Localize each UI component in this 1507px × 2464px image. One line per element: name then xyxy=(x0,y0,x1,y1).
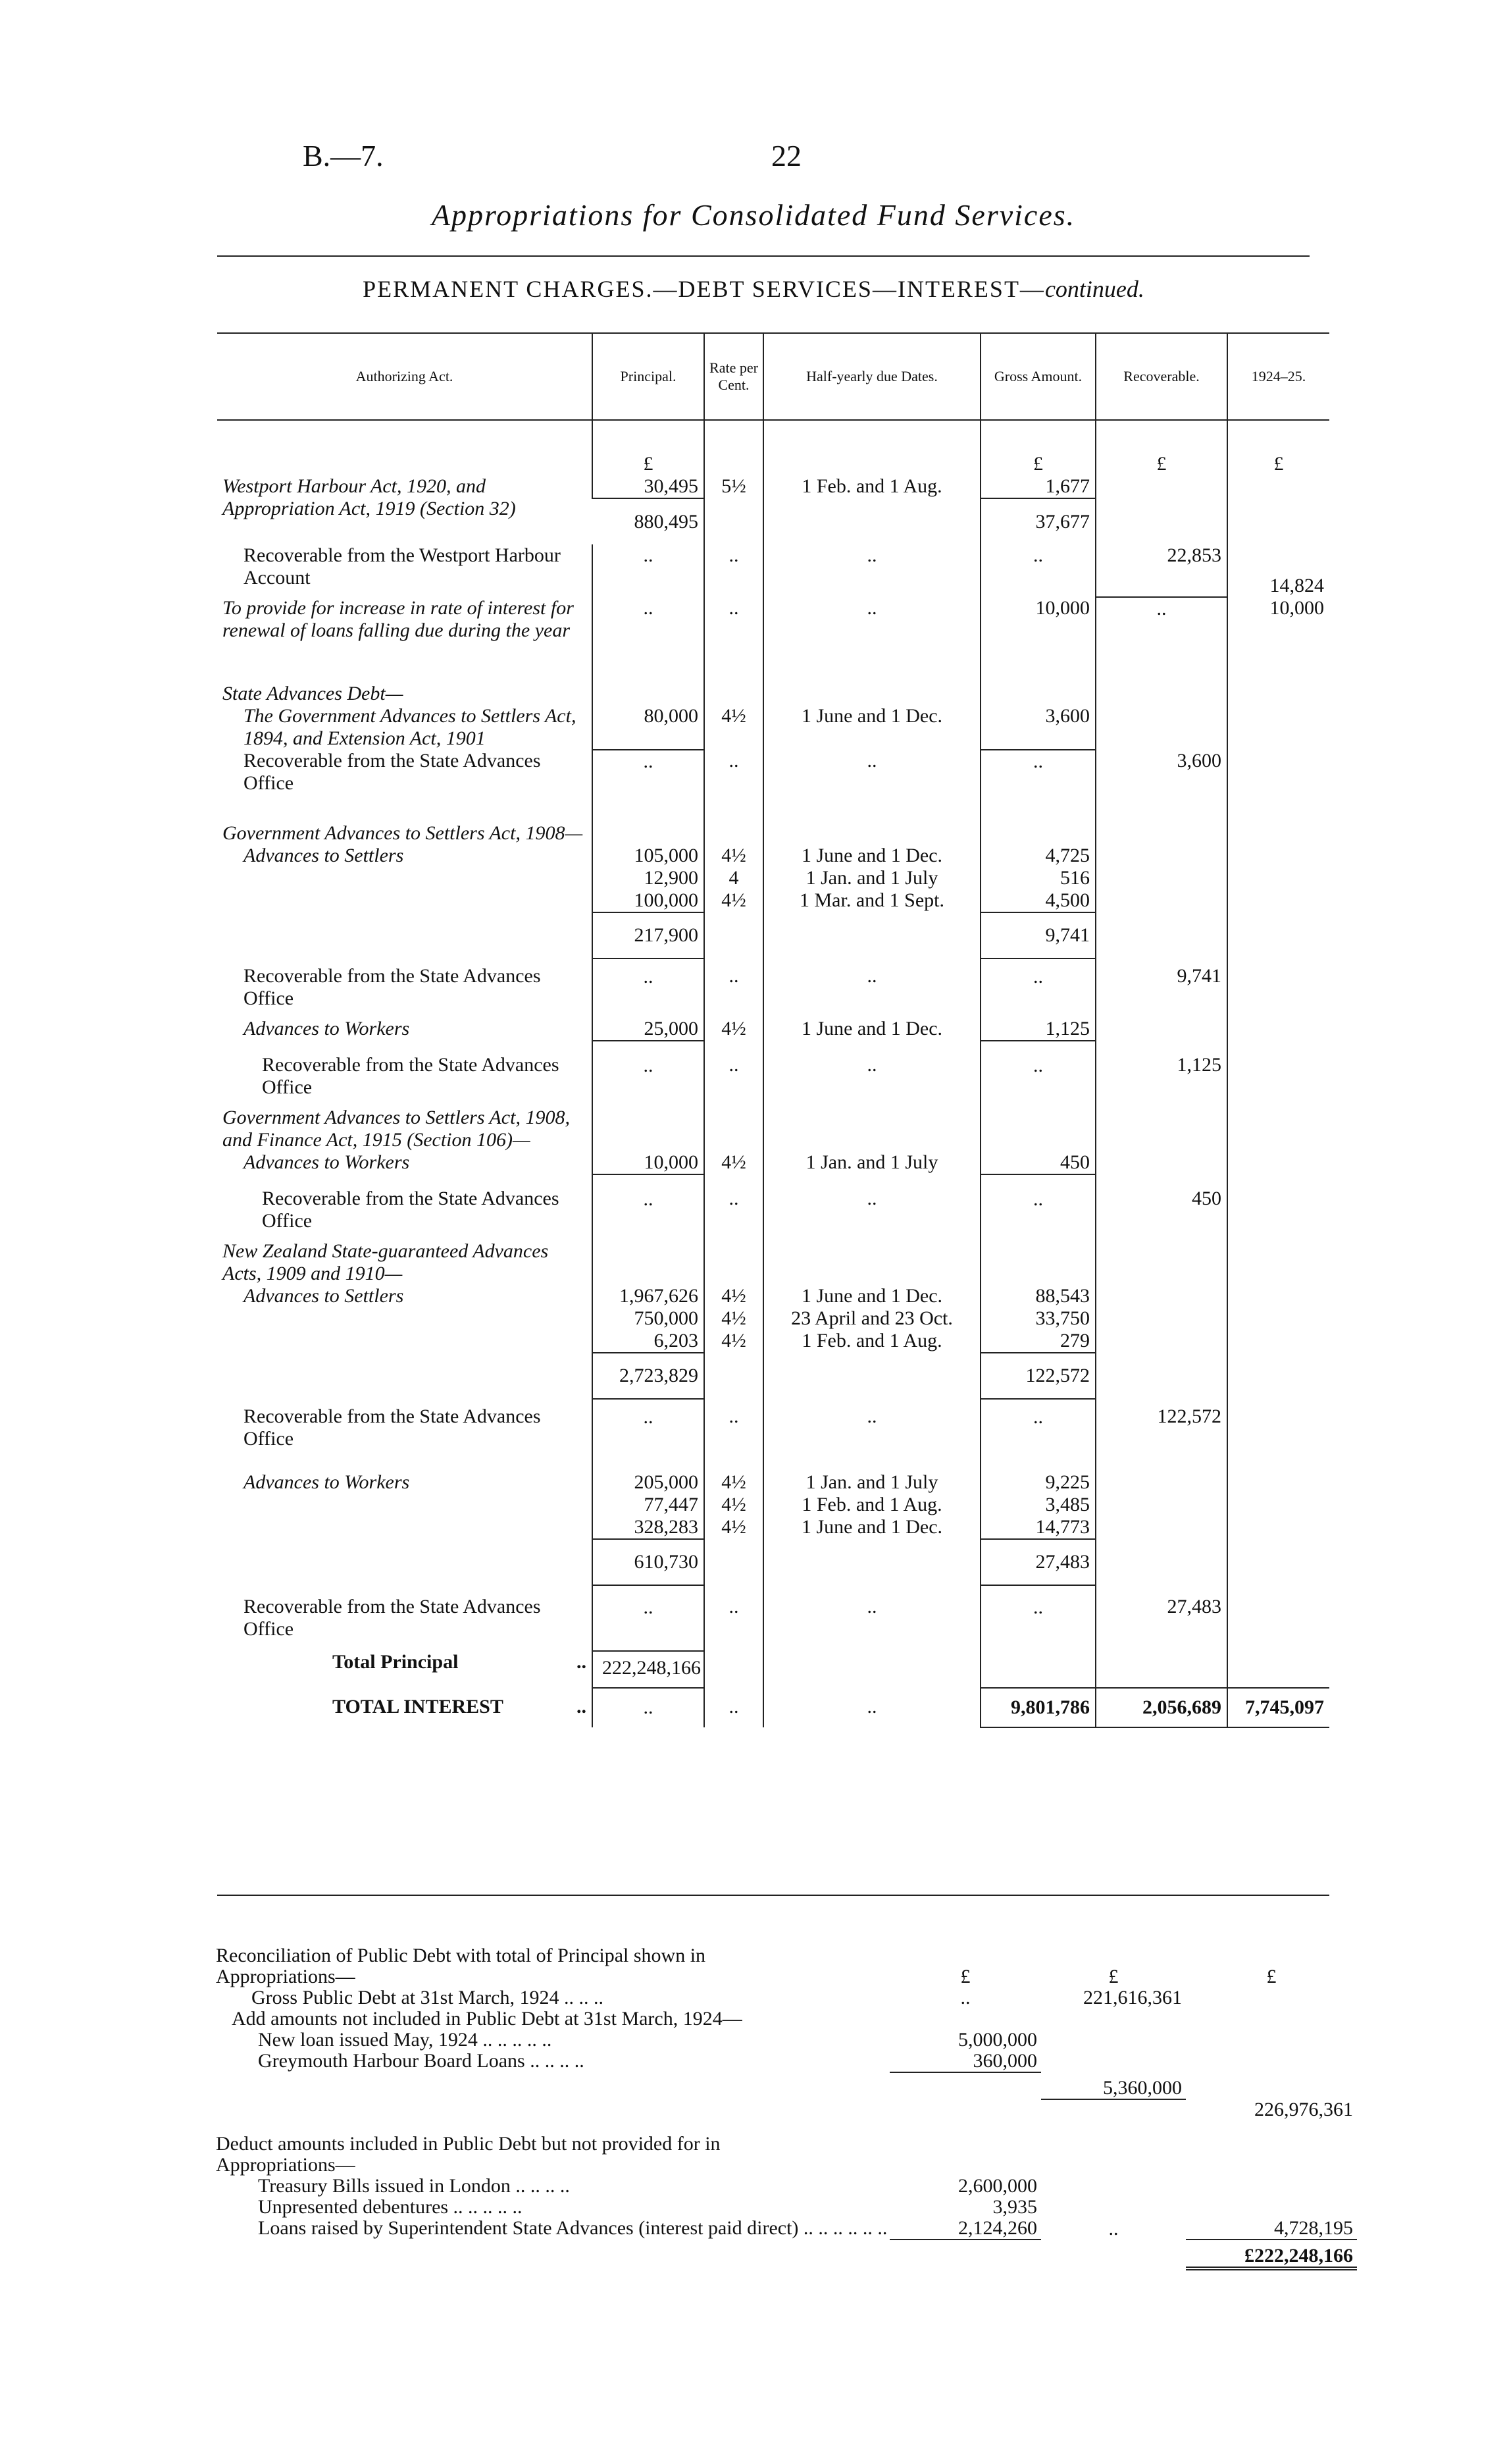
table-header-row xyxy=(217,333,1329,420)
sub-heading: Advances to Workers xyxy=(243,1151,410,1173)
add-heading: Add amounts not included in Public Debt at 31st March, 1924— xyxy=(232,2008,742,2030)
gross-cell: 516 xyxy=(981,867,1096,889)
principal-cell: .. xyxy=(592,1399,704,1471)
dates-cell: 1 Mar. and 1 Sept. xyxy=(763,889,981,912)
dates-cell: 1 Jan. and 1 July xyxy=(763,1471,981,1494)
gross-debt-label: Gross Public Debt at 31st March, 1924 .. .. .. xyxy=(251,1987,603,2008)
dates-cell: .. xyxy=(763,1041,981,1107)
rate-cell: .. xyxy=(704,750,763,822)
sub-heading: Advances to Settlers xyxy=(243,1285,404,1307)
table-row xyxy=(217,912,1329,958)
gross-cell: 279 xyxy=(981,1330,1096,1353)
principal-cell: 12,900 xyxy=(592,867,704,889)
principal-total: 880,495 xyxy=(634,510,698,533)
deduct-item-value: 3,935 xyxy=(992,2196,1037,2218)
principal-cell: 105,000 xyxy=(592,845,704,867)
principal-cell: 100,000 xyxy=(592,889,704,912)
table-row xyxy=(217,453,1329,475)
act-name: Recoverable from the Westport Harbour Account xyxy=(243,544,561,589)
section-heading: New Zealand State-guaranteed Advances Acts, 1909 and 1910— xyxy=(222,1240,549,1284)
rate-cell: .. xyxy=(704,1041,763,1107)
leader-dots: .. xyxy=(576,1651,586,1673)
dates-cell: 1 June and 1 Dec. xyxy=(763,1285,981,1307)
table-row xyxy=(217,1585,1329,1651)
total-principal-label xyxy=(217,1651,592,1688)
dates-cell: 1 Jan. and 1 July xyxy=(763,867,981,889)
dates-cell: 1 June and 1 Dec. xyxy=(763,1516,981,1539)
table-row xyxy=(217,1018,1329,1041)
rate-cell: 4 xyxy=(704,867,763,889)
total-principal-row xyxy=(217,1651,1329,1688)
rate-cell: 4½ xyxy=(704,1516,763,1539)
principal-total: 217,900 xyxy=(592,912,704,958)
gross-cell: .. xyxy=(981,750,1096,822)
table-row xyxy=(217,750,1329,822)
currency-symbol: £ xyxy=(1108,1966,1119,1987)
rate-cell: 4½ xyxy=(704,1330,763,1353)
dates-cell: 1 Jan. and 1 July xyxy=(763,1151,981,1174)
rate-cell: 4½ xyxy=(704,1018,763,1041)
currency-symbol: £ xyxy=(592,453,704,475)
rec-row xyxy=(212,2030,1357,2051)
reconciliation-table xyxy=(212,1945,1357,2270)
year-cell: 10,000 xyxy=(1227,597,1329,683)
rate-cell: 4½ xyxy=(704,1494,763,1516)
recoverable-cell: .. xyxy=(1096,597,1227,683)
gross-cell: .. xyxy=(981,544,1096,597)
rec-row xyxy=(212,2072,1357,2099)
appropriations-table xyxy=(217,332,1329,1728)
recoverable-cell: 9,741 xyxy=(1096,958,1227,1018)
rate-cell: 4½ xyxy=(704,1151,763,1174)
document-code: B.—7. xyxy=(303,139,384,172)
table-row xyxy=(217,958,1329,1018)
table-row xyxy=(217,1041,1329,1107)
table-row xyxy=(217,597,1329,683)
dates-cell: 1 Feb. and 1 Aug. xyxy=(763,1494,981,1516)
leader-dots: .. xyxy=(576,1696,586,1717)
rec-row xyxy=(212,2008,1357,2030)
gross-cell: 4,725 xyxy=(981,845,1096,867)
col-rate: Rate per Cent. xyxy=(704,333,763,420)
dates-cell: 23 April and 23 Oct. xyxy=(763,1307,981,1330)
rate-cell: 4½ xyxy=(704,1285,763,1307)
rate-cell: 4½ xyxy=(704,889,763,912)
gross-cell: .. xyxy=(981,1399,1096,1471)
dates-cell: .. xyxy=(763,597,981,683)
currency-symbol: £ xyxy=(1096,453,1227,475)
table-row xyxy=(217,1516,1329,1539)
add-total-value: 5,360,000 xyxy=(1041,2072,1186,2099)
table-row xyxy=(217,1471,1329,1494)
deduct-item-label: Unpresented debentures .. .. .. .. .. xyxy=(258,2196,523,2218)
recoverable-cell: 3,600 xyxy=(1096,750,1227,822)
section-heading: Government Advances to Settlers Act, 1908, and Finance Act, 1915 (Section 106)— xyxy=(222,1107,570,1151)
rate-cell: .. xyxy=(704,1399,763,1471)
dates-cell: .. xyxy=(763,1174,981,1240)
rec-row xyxy=(212,2197,1357,2218)
total-interest-label xyxy=(217,1688,592,1727)
total-principal-value: 222,248,166 xyxy=(592,1651,704,1688)
table-row xyxy=(217,1151,1329,1174)
gross-cell: 1,125 xyxy=(981,1018,1096,1041)
principal-cell: 25,000 xyxy=(592,1018,704,1041)
recoverable-cell: 1,125 xyxy=(1096,1041,1227,1107)
leader-dots: .. xyxy=(960,1987,971,2008)
rec-row xyxy=(212,1987,1357,2008)
gross-cell: 88,543 xyxy=(981,1285,1096,1307)
subtotal-value: 226,976,361 xyxy=(1254,2099,1353,2120)
table-row xyxy=(217,867,1329,889)
table-row xyxy=(217,705,1329,750)
add-item-value: 360,000 xyxy=(890,2051,1041,2072)
col-recoverable: Recoverable. xyxy=(1096,333,1227,420)
section-subtitle xyxy=(0,275,1507,303)
deduct-heading: Deduct amounts included in Public Debt but not provided for in Appropriations— xyxy=(216,2133,721,2176)
gross-cell: .. xyxy=(981,1585,1096,1651)
rec-row xyxy=(212,2240,1357,2268)
act-name: The Government Advances to Settlers Act, 1894, and Extension Act, 1901 xyxy=(243,705,576,749)
rec-row xyxy=(212,2099,1357,2120)
subtitle-continued: continued. xyxy=(1044,276,1144,302)
gross-cell: 9,225 xyxy=(981,1471,1096,1494)
gross-cell: 4,500 xyxy=(981,889,1096,912)
deduct-item-value: 2,600,000 xyxy=(958,2175,1037,2197)
deduct-total-value: 4,728,195 xyxy=(1186,2218,1357,2240)
currency-symbol: £ xyxy=(981,453,1096,475)
table-row xyxy=(217,683,1329,705)
principal-cell: 80,000 xyxy=(592,705,704,750)
gross-cell: .. xyxy=(981,1174,1096,1240)
recoverable-cell: 27,483 xyxy=(1096,1585,1227,1651)
principal-total: 610,730 xyxy=(592,1539,704,1585)
total-interest-text: TOTAL INTEREST xyxy=(332,1696,503,1717)
table-row xyxy=(217,1285,1329,1307)
currency-symbol: £ xyxy=(1266,1966,1277,1987)
recoverable-cell: 450 xyxy=(1096,1174,1227,1240)
rate-cell: .. xyxy=(704,544,763,597)
gross-cell: 10,000 xyxy=(981,597,1096,683)
dates-cell: .. xyxy=(763,1585,981,1651)
gross-cell: 450 xyxy=(981,1151,1096,1174)
gross-cell: 33,750 xyxy=(981,1307,1096,1330)
currency-symbol: £ xyxy=(1227,453,1329,475)
rate-cell: .. xyxy=(704,597,763,683)
principal-cell: 1,967,626 xyxy=(592,1285,704,1307)
rec-row xyxy=(212,2134,1357,2176)
total-year-value: 7,745,097 xyxy=(1227,1688,1329,1727)
dates-cell: 1 Feb. and 1 Aug. xyxy=(763,475,981,498)
rate-cell: 4½ xyxy=(704,705,763,750)
principal-cell: 6,203 xyxy=(592,1330,704,1353)
principal-cell: 10,000 xyxy=(592,1151,704,1174)
gross-total: 122,572 xyxy=(981,1353,1096,1399)
add-item-label: New loan issued May, 1924 .. .. .. .. .. xyxy=(258,2029,552,2051)
gross-cell: 1,677 xyxy=(981,475,1096,498)
dates-cell: .. xyxy=(763,1688,981,1727)
table-row xyxy=(217,845,1329,867)
final-total-value: £222,248,166 xyxy=(1186,2240,1357,2268)
rate-cell: 4½ xyxy=(704,1471,763,1494)
act-name: Recoverable from the State Advances Office xyxy=(262,1188,559,1232)
act-name: To provide for increase in rate of interest for renewal of loans falling due during the year xyxy=(222,597,574,641)
table-row xyxy=(217,1330,1329,1353)
rec-row xyxy=(212,2176,1357,2197)
add-item-value: 5,000,000 xyxy=(958,2029,1037,2051)
sub-heading: Advances to Settlers xyxy=(243,845,404,866)
principal-cell: 205,000 xyxy=(592,1471,704,1494)
page-title: Appropriations for Consolidated Fund Services. xyxy=(431,198,1076,232)
dates-cell: .. xyxy=(763,750,981,822)
rate-cell: 4½ xyxy=(704,1307,763,1330)
rec-row xyxy=(212,2051,1357,2072)
principal-cell: 328,283 xyxy=(592,1516,704,1539)
table-row xyxy=(217,1107,1329,1151)
subtitle-main: PERMANENT CHARGES.—DEBT SERVICES—INTEREST— xyxy=(363,276,1045,302)
dates-cell: 1 Feb. and 1 Aug. xyxy=(763,1330,981,1353)
table-row xyxy=(217,889,1329,912)
dates-cell: 1 June and 1 Dec. xyxy=(763,845,981,867)
recoverable-cell: 22,853 xyxy=(1096,544,1227,597)
rec-row xyxy=(212,2218,1357,2240)
dates-cell: .. xyxy=(763,1399,981,1471)
table-row xyxy=(217,1539,1329,1585)
table-row xyxy=(217,544,1329,597)
sub-heading: Advances to Workers xyxy=(243,1471,410,1493)
currency-symbol: £ xyxy=(960,1966,971,1987)
dates-cell: .. xyxy=(763,544,981,597)
act-name: Recoverable from the State Advances Office xyxy=(243,1405,541,1450)
rate-cell: .. xyxy=(704,1174,763,1240)
act-name: Westport Harbour Act, 1920, and Appropriation Act, 1919 (Section 32) xyxy=(222,475,516,519)
act-name: Recoverable from the State Advances Office xyxy=(243,965,541,1009)
leader-dots: .. xyxy=(1108,2218,1119,2240)
section-heading: Government Advances to Settlers Act, 1908— xyxy=(222,822,583,844)
col-due-dates: Half-yearly due Dates. xyxy=(763,333,981,420)
table-bottom-rule xyxy=(217,1895,1329,1896)
total-gross-value: 9,801,786 xyxy=(981,1688,1096,1727)
principal-cell: .. xyxy=(592,1585,704,1651)
principal-cell: .. xyxy=(592,1688,704,1727)
col-year: 1924–25. xyxy=(1227,333,1329,420)
principal-cell: .. xyxy=(592,1041,704,1107)
gross-total: 27,483 xyxy=(981,1539,1096,1585)
principal-cell: 77,447 xyxy=(592,1494,704,1516)
rate-cell: .. xyxy=(704,1688,763,1727)
gross-cell: 3,485 xyxy=(981,1494,1096,1516)
dates-cell: 1 June and 1 Dec. xyxy=(763,1018,981,1041)
principal-cell: .. xyxy=(592,1174,704,1240)
table-row xyxy=(217,1240,1329,1285)
title-rule xyxy=(217,255,1310,257)
rate-cell: .. xyxy=(704,1585,763,1651)
section-heading: State Advances Debt— xyxy=(222,683,403,704)
dates-cell: 1 June and 1 Dec. xyxy=(763,705,981,750)
gross-cell: 14,773 xyxy=(981,1516,1096,1539)
table-row xyxy=(217,1399,1329,1471)
rec-row xyxy=(212,1945,1357,1987)
deduct-item-label: Loans raised by Superintendent State Advances (interest paid direct) .. .. .. .. .. .. xyxy=(258,2217,888,2239)
rate-cell: 5½ xyxy=(704,475,763,498)
table-row xyxy=(217,1174,1329,1240)
principal-total: 2,723,829 xyxy=(592,1353,704,1399)
total-recoverable-value: 2,056,689 xyxy=(1096,1688,1227,1727)
rate-cell: .. xyxy=(704,958,763,1018)
gross-cell: 3,600 xyxy=(981,705,1096,750)
col-authorizing-act: Authorizing Act. xyxy=(217,333,592,420)
recoverable-cell: 122,572 xyxy=(1096,1399,1227,1471)
gross-total: 9,741 xyxy=(981,912,1096,958)
principal-cell: .. xyxy=(592,544,704,597)
act-name: Advances to Workers xyxy=(243,1018,410,1039)
page-number: 22 xyxy=(771,139,802,172)
dates-cell: .. xyxy=(763,958,981,1018)
rate-cell: 4½ xyxy=(704,845,763,867)
total-interest-row xyxy=(217,1688,1329,1727)
table-row xyxy=(217,1307,1329,1330)
gross-cell: .. xyxy=(981,958,1096,1018)
principal-cell: .. xyxy=(592,750,704,822)
deduct-item-label: Treasury Bills issued in London .. .. .. .. xyxy=(258,2175,570,2197)
act-name: Recoverable from the State Advances Office xyxy=(243,1596,541,1640)
act-name: Recoverable from the State Advances Office xyxy=(262,1054,559,1098)
deduct-item-value: 2,124,260 xyxy=(890,2218,1041,2240)
gross-debt-value: 221,616,361 xyxy=(1083,1987,1182,2008)
total-principal-text: Total Principal xyxy=(332,1651,459,1673)
rec-heading: Reconciliation of Public Debt with total of Principal shown in Appropriations— xyxy=(216,1945,706,1987)
table-row xyxy=(217,822,1329,845)
add-item-label: Greymouth Harbour Board Loans .. .. .. .. xyxy=(258,2050,584,2072)
principal-cell: .. xyxy=(592,597,704,683)
col-principal: Principal. xyxy=(592,333,704,420)
gross-cell: .. xyxy=(981,1041,1096,1107)
table-row xyxy=(217,1353,1329,1399)
principal-cell: .. xyxy=(592,958,704,1018)
col-gross-amount: Gross Amount. xyxy=(981,333,1096,420)
principal-cell: 30,495 xyxy=(592,475,704,498)
gross-total: 37,677 xyxy=(981,498,1096,544)
principal-cell: 750,000 xyxy=(592,1307,704,1330)
table-row xyxy=(217,475,1329,498)
act-name: Recoverable from the State Advances Office xyxy=(243,750,541,794)
table-row xyxy=(217,1494,1329,1516)
year-cell: 14,824 xyxy=(1227,544,1329,597)
